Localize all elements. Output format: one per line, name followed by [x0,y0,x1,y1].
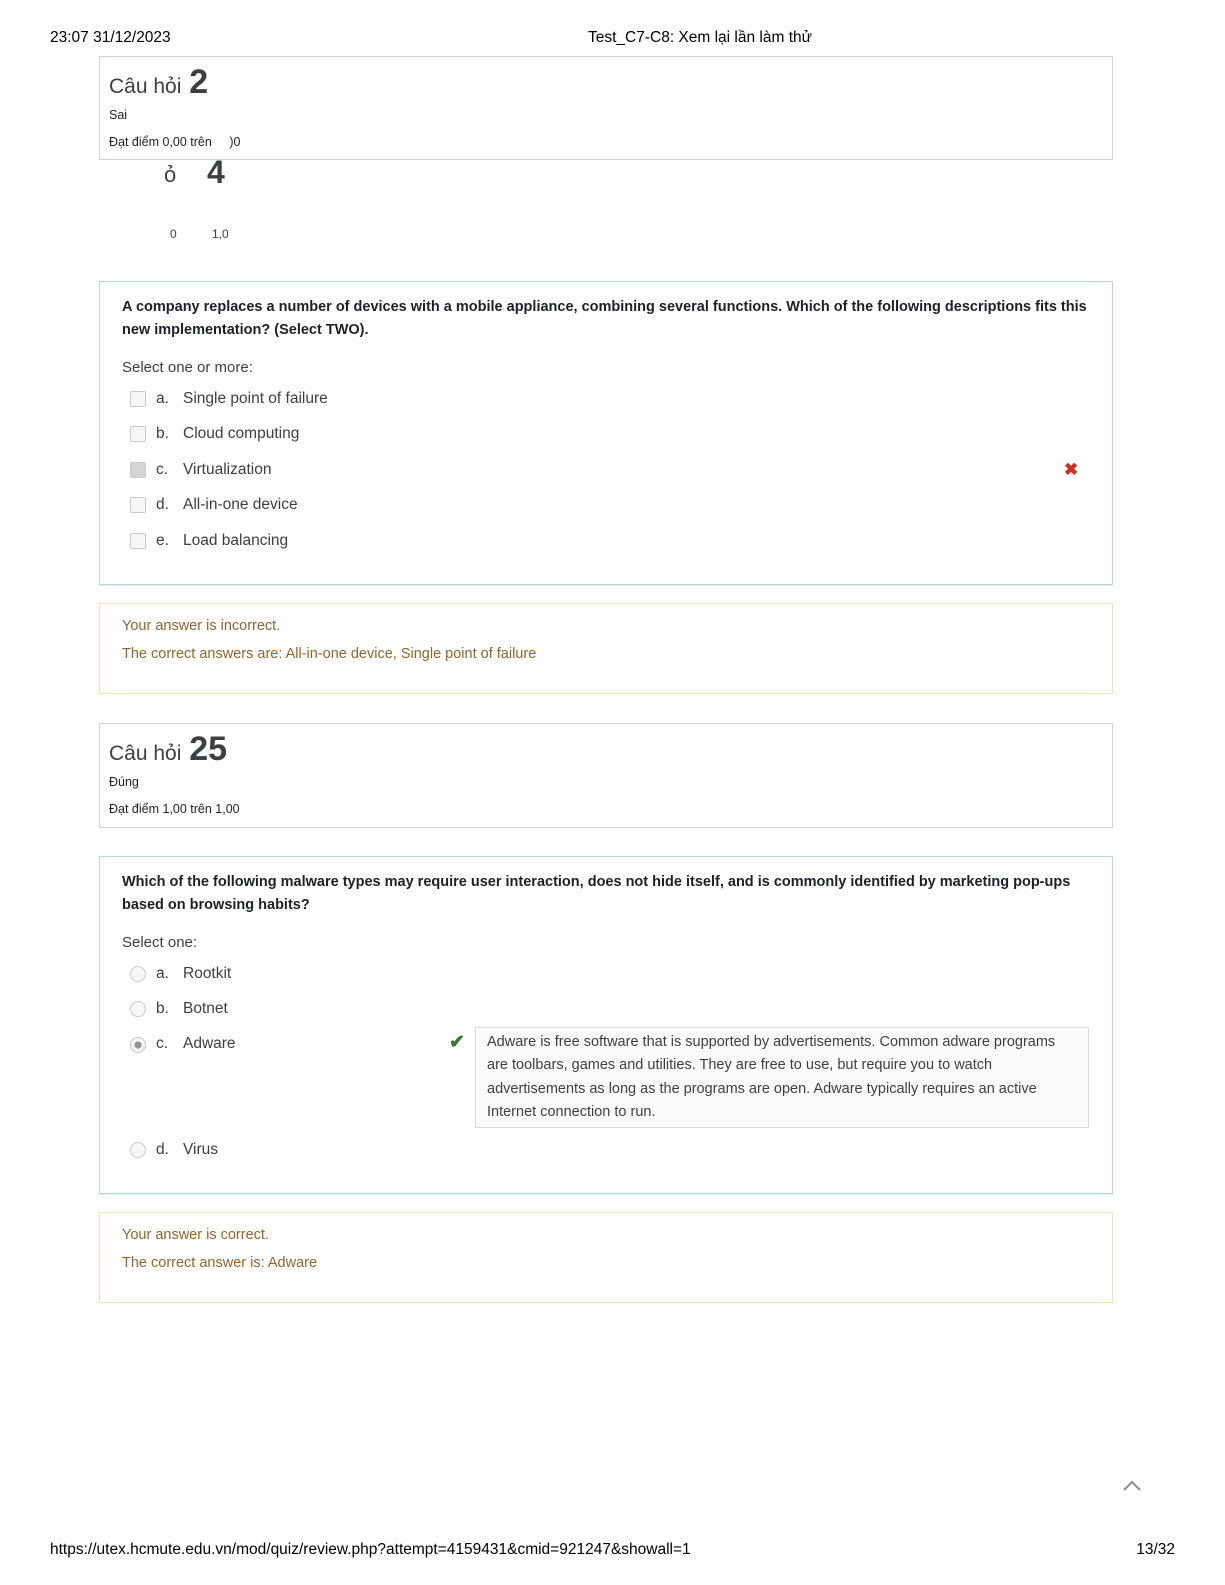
answer-options [122,381,1090,559]
checkbox[interactable] [130,533,146,549]
option-letter: c. [156,460,169,478]
question-outcome-25 [99,1212,1113,1303]
checkbox-checked[interactable] [130,462,146,478]
feedback-status: Your answer is correct. [122,1227,269,1243]
grade-tail: )0 [229,135,241,149]
chevron-up-icon[interactable] [1120,1474,1144,1498]
option-c[interactable] [122,1027,1090,1132]
option-b[interactable] [122,417,1090,453]
question-formulation-24 [99,281,1113,585]
print-datetime: 23:07 31/12/2023 [50,29,171,46]
question-label: Câu hỏi [109,75,182,98]
checkbox[interactable] [130,497,146,513]
question-formulation-25 [99,856,1113,1194]
question-label: Câu hỏi [109,742,182,765]
ghost-char: ỏ [164,162,177,187]
option-a[interactable] [122,381,1090,417]
radio[interactable] [130,1001,146,1017]
radio[interactable] [130,1142,146,1158]
question-state: Sai [109,108,128,122]
option-letter: e. [156,531,169,549]
question-grade: Đạt điểm 1,00 trên 1,00 [109,802,240,816]
x-icon: ✖ [1064,459,1079,479]
question-outcome-24 [99,603,1113,694]
option-letter: b. [156,425,169,443]
option-letter: a. [156,964,169,982]
question-number: 2 [189,63,209,101]
option-letter: d. [156,496,169,514]
option-a[interactable] [122,956,1090,992]
ghost-zero: 0 [170,227,177,241]
option-b[interactable] [122,992,1090,1028]
question-info-25 [99,723,1113,828]
option-d[interactable] [122,1132,1090,1168]
feedback-status: Your answer is incorrect. [122,618,281,634]
question-heading [109,732,1103,771]
option-text: Botnet [183,1000,228,1018]
option-text: Adware [183,1035,236,1052]
option-d[interactable] [122,488,1090,524]
option-text: Cloud computing [183,425,300,443]
question-state: Đúng [109,775,139,789]
option-text: Virtualization [183,460,272,478]
answer-options [122,956,1090,1168]
print-url: https://utex.hcmute.edu.vn/mod/quiz/review.php?attempt=4159431&cmid=921247&showall=1 [50,1541,691,1558]
ghost-number: 4 [207,154,225,190]
option-letter: d. [156,1140,169,1158]
question-grade [109,135,1103,149]
specific-feedback: Adware is free software that is supported by advertisements. Common adware programs are toolbars, games and utilities. They are free to use, but require you to watch advertisements as long as the programs are open. Adware typically requires an active Internet connection to run. [475,1027,1089,1128]
question-info-24 [99,56,1113,160]
question-text: A company replaces a number of devices with a mobile appliance, combining several functions. Which of the following descriptions fits this new implementation? (Select TWO). [122,299,1087,338]
option-text: All-in-one device [183,496,298,514]
print-page-title: Test_C7-C8: Xem lại lần làm thử [587,29,813,46]
print-page-number: 13/32 [1136,1541,1175,1558]
option-text: Load balancing [183,531,289,549]
option-c[interactable] [122,452,1090,488]
answer-prompt: Select one: [122,934,198,951]
correct-answer: The correct answer is: Adware [122,1255,318,1271]
option-text: Virus [183,1140,219,1158]
question-text: Which of the following malware types may require user interaction, does not hide itself, and is commonly identified by marketing pop-ups based on browsing habits? [122,874,1071,913]
question-heading [109,65,1103,104]
correct-answer: The correct answers are: All-in-one device, Single point of failure [122,646,537,662]
check-icon: ✔ [449,1032,465,1053]
option-text: Rootkit [183,964,232,982]
radio-checked[interactable] [130,1037,146,1053]
option-e[interactable] [122,523,1090,559]
ghost-max: 1,0 [212,227,229,241]
option-letter: a. [156,389,169,407]
question-number: 25 [189,730,228,768]
option-letter: b. [156,1000,169,1018]
checkbox[interactable] [130,426,146,442]
radio[interactable] [130,966,146,982]
grade-text: Đạt điểm 0,00 trên [109,135,212,149]
checkbox[interactable] [130,391,146,407]
option-text: Single point of failure [183,389,328,407]
option-letter: c. [156,1035,169,1052]
answer-prompt: Select one or more: [122,359,253,376]
